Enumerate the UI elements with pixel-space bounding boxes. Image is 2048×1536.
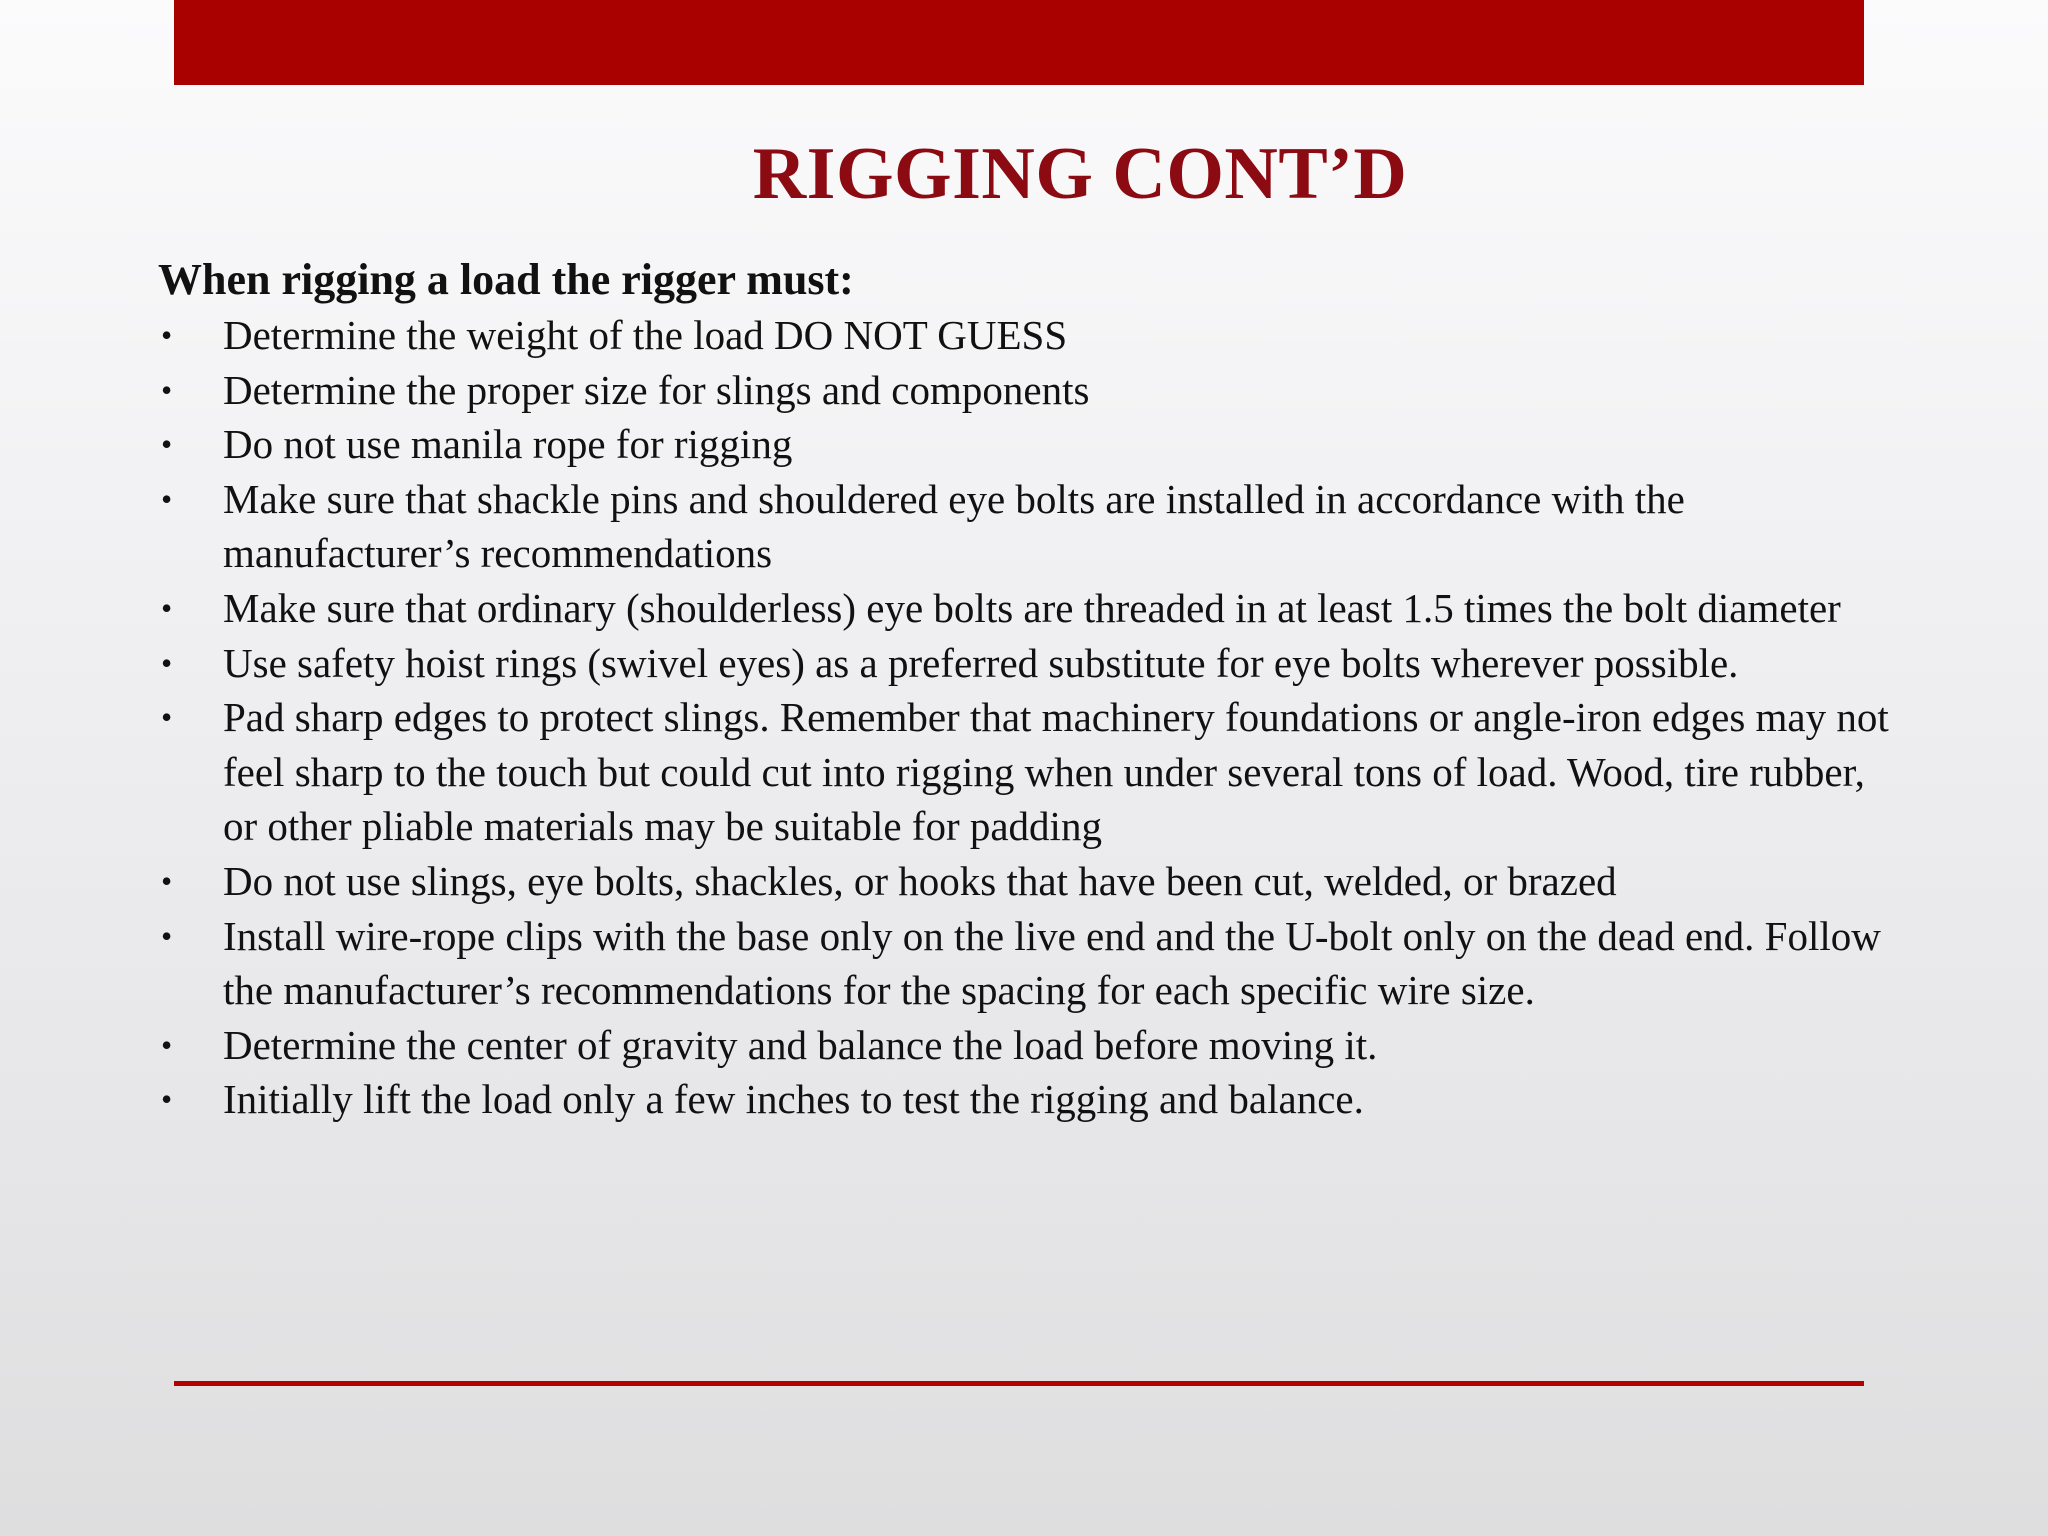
bullet-item [158,854,1898,909]
bullet-text: Do not use slings, eye bolts, shackles, or hooks that have been cut, welded, or brazed [223,857,1617,904]
bullet-glyph: • [161,480,173,517]
bullet-item [158,1018,1898,1073]
bullet-glyph: • [161,699,173,736]
bullet-text: Pad sharp edges to protect slings. Remember that machinery foundations or angle-iron edges may not feel sharp to the touch but could cut into rigging when under several tons of load. Wood, tire rubber, or other pliable materials may be suitable for padding [223,694,1889,850]
bullet-glyph: • [161,317,173,353]
bullet-list [158,308,1898,1127]
bullet-text: Install wire-rope clips with the base only on the live end and the U-bolt only on the dead end. Follow the manufacturer’s recommendations for the spacing for each specific wire size. [223,912,1881,1014]
bottom-divider [174,1381,1864,1386]
bullet-text: Use safety hoist rings (swivel eyes) as a preferred substitute for eye bolts wherever possible. [223,639,1739,686]
bullet-glyph: • [161,371,173,408]
bullet-text: Determine the weight of the load DO NOT GUESS [223,312,1068,358]
bullet-glyph: • [161,917,173,954]
lead-text: When rigging a load the rigger must: [158,255,854,304]
bullet-glyph: • [161,589,173,626]
top-accent-bar [174,0,1864,85]
bullet-glyph: • [161,426,173,463]
slide-title: RIGGING CONT’D [752,133,1408,215]
slide-content [158,252,1898,1127]
bullet-text: Make sure that shackle pins and shouldered eye bolts are installed in accordance with the manufacturer’s recommendations [223,475,1685,577]
bullet-glyph: • [161,862,173,899]
bullet-text: Determine the center of gravity and balance the load before moving it. [223,1021,1378,1068]
bullet-item [158,1072,1898,1127]
bullet-item [158,581,1898,636]
bullet-item [158,363,1898,418]
bullet-item [158,909,1898,1018]
bullet-text: Determine the proper size for slings and components [223,366,1090,413]
bullet-item [158,690,1898,854]
bullet-item [158,472,1898,581]
bullet-glyph: • [161,1026,173,1063]
bullet-item [158,636,1898,691]
bullet-item [158,417,1898,472]
bullet-text: Do not use manila rope for rigging [223,421,793,468]
bullet-item [158,308,1898,363]
bullet-glyph: • [161,644,173,681]
bullet-glyph: • [161,1081,173,1118]
bullet-text: Make sure that ordinary (shoulderless) eye bolts are threaded in at least 1.5 times the bolt diameter [223,584,1841,631]
bullet-text: Initially lift the load only a few inches to test the rigging and balance. [223,1076,1364,1123]
